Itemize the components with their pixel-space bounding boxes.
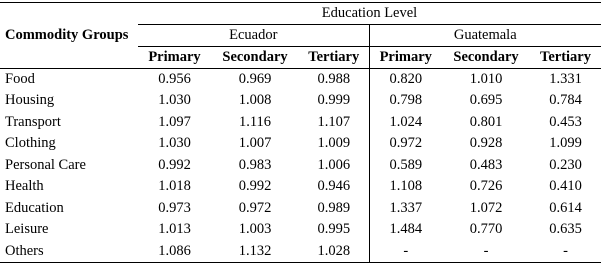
table-cell: -	[530, 241, 601, 263]
table-row	[0, 90, 601, 112]
table-row	[0, 155, 601, 177]
table-cell: 1.132	[211, 241, 299, 263]
table-cell: 1.010	[469, 71, 503, 87]
table-cell: 0.983	[238, 156, 272, 173]
table-cell: 0.614	[549, 199, 582, 216]
table-cell: 0.801	[469, 113, 503, 130]
table-cell: 0.956	[158, 71, 191, 87]
table-cell: 0.988	[299, 69, 369, 91]
table-cell: 0.770	[469, 221, 503, 238]
table-cell: 1.009	[299, 133, 369, 155]
row-label: Clothing	[5, 135, 56, 152]
table-cell: 1.107	[299, 112, 369, 134]
row-label: Health	[5, 178, 44, 195]
row-label: Housing	[5, 92, 55, 109]
row-label: Education	[5, 199, 64, 216]
level-header: Tertiary	[299, 47, 369, 69]
table-cell: -	[369, 241, 442, 263]
table-cell: 1.097	[158, 113, 191, 130]
table-cell: 1.116	[238, 113, 272, 130]
table-cell: 0.798	[389, 92, 423, 109]
table-cell: 1.028	[299, 241, 369, 263]
table-row	[0, 241, 601, 263]
table-cell: 0.928	[469, 135, 503, 152]
table-cell: 0.989	[299, 198, 369, 220]
table-cell: 1.018	[158, 178, 191, 195]
table-cell: 0.992	[238, 178, 272, 195]
table-row	[0, 198, 601, 220]
table-cell: 0.992	[158, 156, 191, 173]
table-cell: 0.972	[238, 199, 272, 216]
row-label: Leisure	[5, 221, 49, 238]
level-header: Secondary	[442, 47, 530, 69]
table-cell: 1.331	[549, 71, 582, 87]
data-table	[0, 2, 601, 263]
table-cell: 0.726	[469, 178, 503, 195]
table-cell: 1.030	[158, 92, 191, 109]
table-cell: 1.003	[238, 221, 272, 238]
country-header-ecuador: Ecuador	[138, 25, 369, 47]
table-cell: 1.072	[469, 199, 503, 216]
table-cell: 0.995	[299, 219, 369, 241]
table-cell: 0.820	[389, 71, 423, 87]
table-row	[0, 176, 601, 198]
table-cell: 0.969	[238, 71, 272, 87]
table-cell: 1.099	[549, 135, 582, 152]
table-cell: 1.007	[238, 135, 272, 152]
table-cell: 1.030	[158, 135, 191, 152]
table-cell: 0.946	[299, 176, 369, 198]
table-cell: 0.589	[389, 156, 423, 173]
table-cell: 0.695	[469, 92, 503, 109]
level-header: Primary	[138, 47, 211, 69]
level-header: Primary	[369, 47, 442, 69]
table-cell: 0.784	[549, 92, 582, 109]
row-label: Others	[0, 241, 138, 263]
table-cell: 0.999	[299, 90, 369, 112]
table-cell: 1.086	[138, 241, 211, 263]
table-cell: -	[442, 241, 530, 263]
table-cell: 1.013	[158, 221, 191, 238]
table-cell: 1.108	[389, 178, 423, 195]
table-cell: 0.453	[549, 113, 582, 130]
row-label: Personal Care	[5, 156, 86, 173]
table-cell: 1.484	[389, 221, 423, 238]
table-cell: 0.483	[469, 156, 503, 173]
table-cell: 1.024	[389, 113, 423, 130]
table-cell: 0.410	[549, 178, 582, 195]
table-cell: 0.230	[549, 156, 582, 173]
table-row	[0, 133, 601, 155]
level-header: Tertiary	[530, 47, 601, 69]
row-label: Transport	[5, 113, 61, 130]
table-row	[0, 112, 601, 134]
table-row	[0, 219, 601, 241]
table-cell: 1.337	[389, 199, 423, 216]
table-cell: 0.973	[158, 199, 191, 216]
table-row	[0, 69, 601, 91]
table-cell: 1.008	[238, 92, 272, 109]
table-cell: 1.006	[299, 155, 369, 177]
table-cell: 0.635	[549, 221, 582, 238]
stub-header: Commodity Groups	[0, 3, 138, 69]
row-label: Food	[5, 71, 35, 87]
level-header: Secondary	[211, 47, 299, 69]
country-header-guatemala: Guatemala	[369, 25, 601, 47]
spanner-header: Education Level	[138, 3, 601, 25]
table-cell: 0.972	[389, 135, 423, 152]
